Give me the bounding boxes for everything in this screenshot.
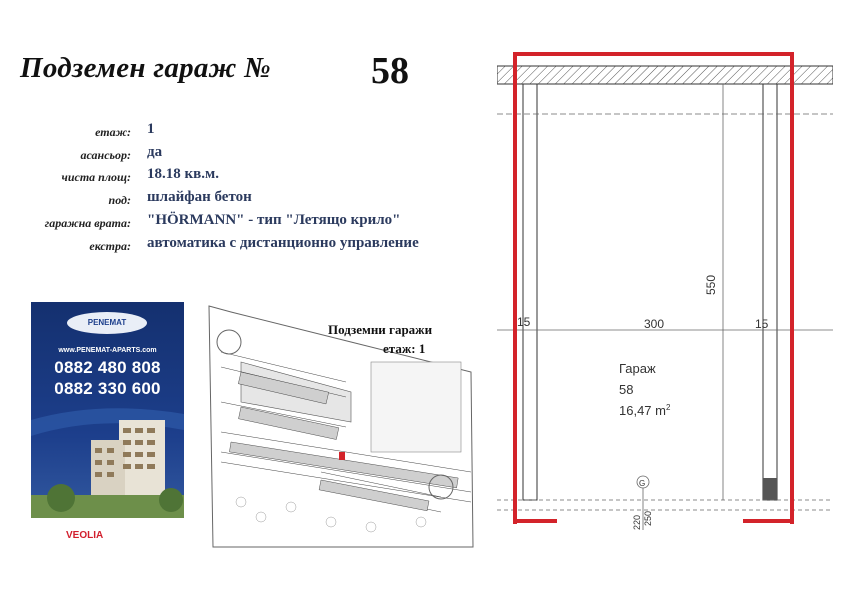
dim-bottom-2: 220 xyxy=(632,514,642,530)
spec-label-floor: етаж: xyxy=(95,125,131,139)
website-url: www.PENEMAT-APARTS.com xyxy=(58,347,157,354)
spec-label-extra: екстра: xyxy=(89,239,131,253)
spec-value-elevator: да xyxy=(147,144,163,160)
dim-left: 15 xyxy=(517,315,531,329)
ad-banner xyxy=(31,302,184,548)
spec-value-area: 18.18 кв.м. xyxy=(147,166,219,182)
room-name: Гараж xyxy=(619,361,656,376)
page-title: Подземен гараж № xyxy=(20,52,272,84)
room-number: 58 xyxy=(619,382,634,397)
garage-number: 58 xyxy=(371,50,409,92)
dim-height: 550 xyxy=(704,274,718,295)
dim-width: 300 xyxy=(644,317,665,331)
brand-logo: PENEMAT xyxy=(67,312,147,334)
garage-floor-plan xyxy=(497,40,833,530)
svg-text:16,47 m2 xyxy=(619,403,671,418)
room-area-unit-sup: 2 xyxy=(665,403,671,412)
partner-logo: VEOLIA xyxy=(31,518,184,548)
spec-value-door: "HÖRMANN" - тип "Летящо крило" xyxy=(147,212,401,228)
dim-bottom-1: 250 xyxy=(643,510,653,526)
phone-number-1: 0882 480 808 xyxy=(54,358,161,377)
spec-label-elevator: асансьор: xyxy=(80,148,131,162)
site-plan-floor: етаж: 1 xyxy=(383,341,426,356)
spec-label-floor-type: под: xyxy=(108,193,131,207)
spec-value-extra: автоматика с дистанционно управление xyxy=(147,235,419,251)
building-image xyxy=(31,400,184,520)
dim-right: 15 xyxy=(755,317,769,331)
site-plan xyxy=(201,302,478,550)
spec-value-floor-type: шлайфан бетон xyxy=(147,189,252,205)
axis-label: G xyxy=(639,479,646,488)
site-plan-title: Подземни гаражи xyxy=(328,322,433,337)
phone-number-2: 0882 330 600 xyxy=(54,379,161,398)
spec-label-area: чиста площ: xyxy=(61,170,131,184)
room-area: 16,47 m xyxy=(619,403,666,418)
spec-value-floor: 1 xyxy=(147,121,155,137)
spec-label-door: гаражна врата: xyxy=(44,216,131,230)
